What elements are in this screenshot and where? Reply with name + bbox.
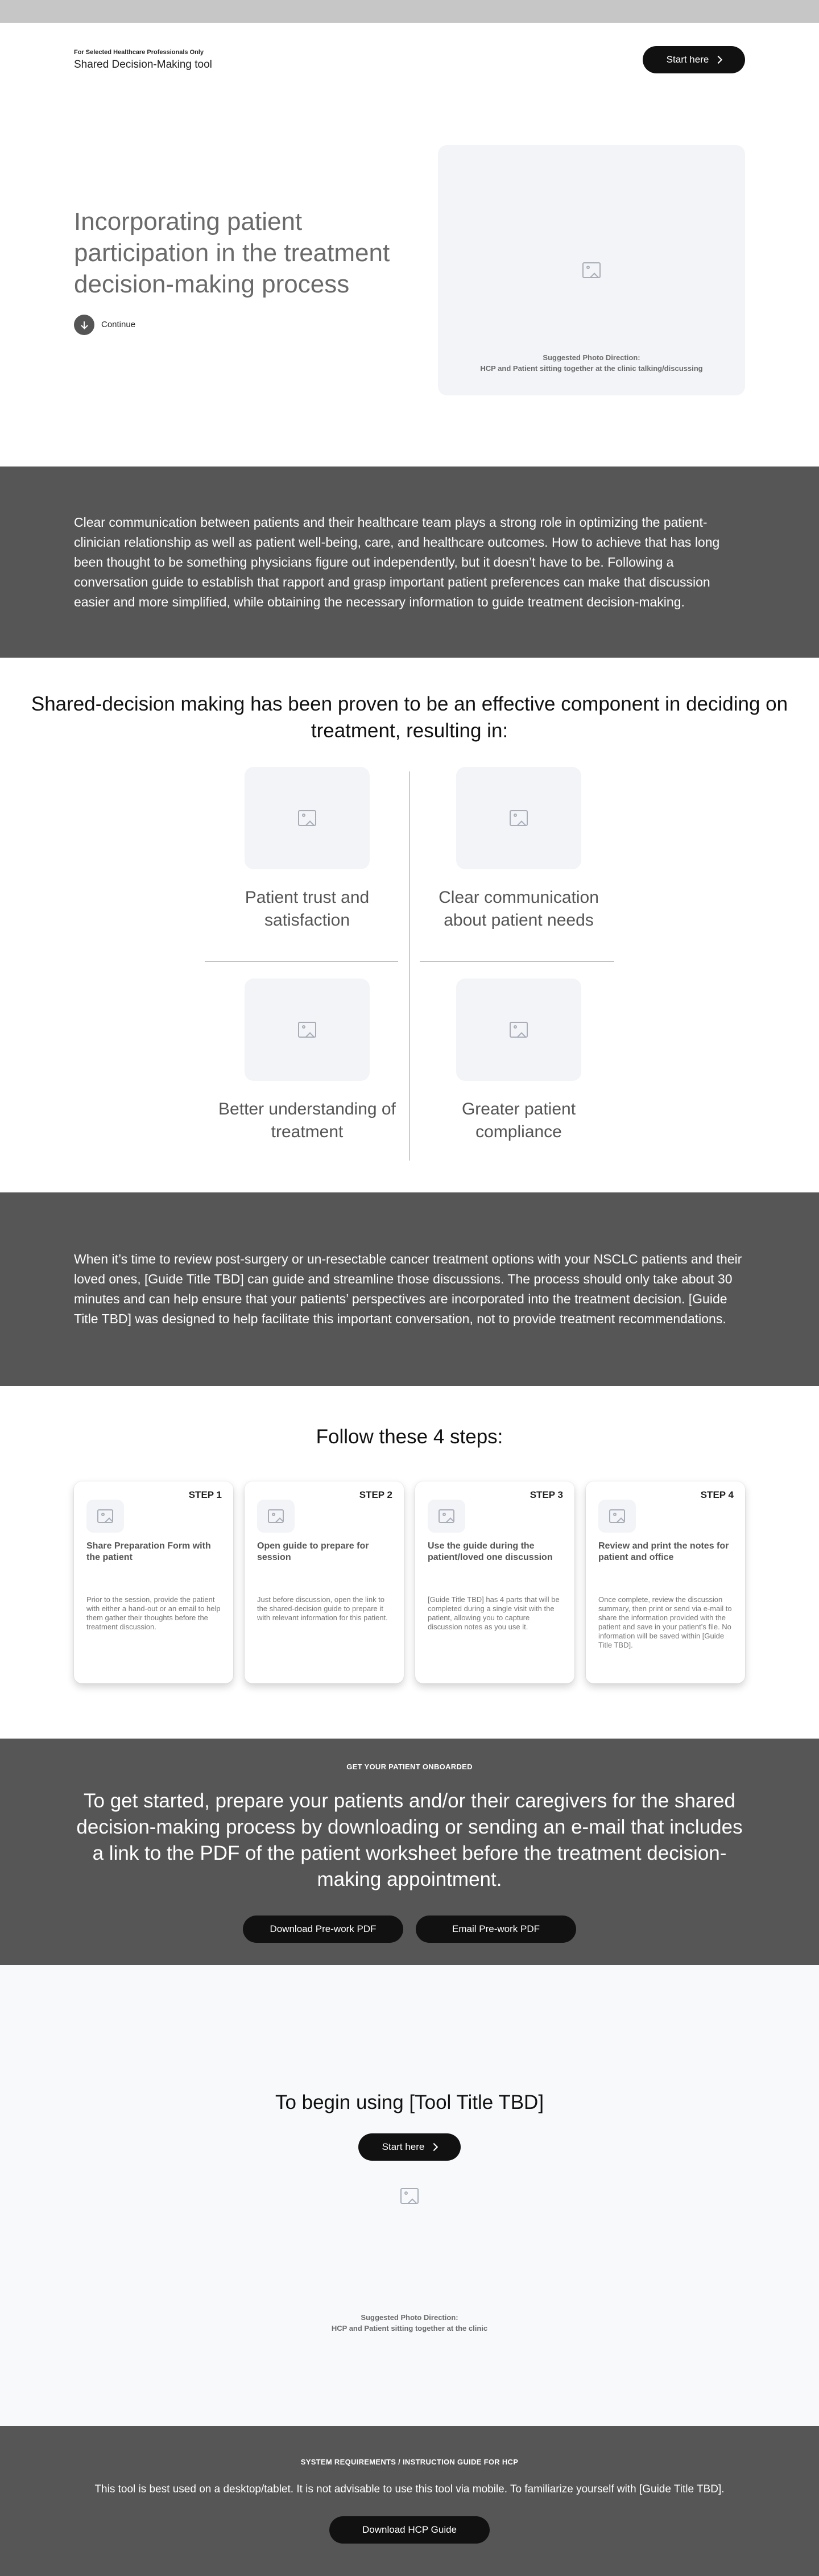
benefits-title: Shared-decision making has been proven to be an effective component in deciding on treatment, resulting in: bbox=[31, 693, 788, 742]
step-description: Once complete, review the discussion summary, then print or send via e-mail to share the information provided with the patient and save in your patient’s file. No information will be saved within [Guide Title TBD]. bbox=[598, 1595, 732, 1649]
divider-horizontal bbox=[420, 961, 614, 962]
photo-caption-title: Suggested Photo Direction: bbox=[543, 353, 640, 362]
image-icon bbox=[268, 1509, 284, 1523]
nsclc-section bbox=[0, 1192, 819, 1386]
step-image-placeholder bbox=[428, 1500, 465, 1533]
hero-text bbox=[74, 206, 415, 335]
benefits-section bbox=[0, 658, 819, 1192]
benefit-image-placeholder bbox=[456, 979, 581, 1081]
start-button-label: Start here bbox=[666, 54, 709, 65]
sysreq-text: This tool is best used on a desktop/tablet. It is not advisable to use this tool via mobile. To familiarize yourself with [Guide Title TBD]. bbox=[94, 2483, 725, 2495]
hero-title: Incorporating patient participation in the treatment decision-making process bbox=[74, 207, 390, 298]
begin-title: To begin using [Tool Title TBD] bbox=[275, 2091, 544, 2113]
step-number: STEP 2 bbox=[359, 1489, 392, 1500]
benefits-grid bbox=[205, 767, 614, 1176]
steps-title: Follow these 4 steps: bbox=[316, 1426, 503, 1448]
system-requirements-section bbox=[0, 2426, 819, 2576]
step-card bbox=[415, 1481, 574, 1683]
benefit-image-placeholder bbox=[456, 767, 581, 869]
onboard-text: To get started, prepare your patients and/or their caregivers for the shared decision-making process by downloading or sending an e-mail that includes a link to the PDF of the patient worksheet before the treatment decision-making appointment. bbox=[76, 1790, 743, 1890]
step-heading: Review and print the notes for patient and office bbox=[598, 1541, 729, 1562]
step-number: STEP 4 bbox=[700, 1489, 734, 1500]
photo-caption-text: HCP and Patient sitting together at the clinic talking/discussing bbox=[480, 364, 703, 373]
benefit-item bbox=[416, 979, 621, 1143]
steps-section bbox=[0, 1386, 819, 1739]
image-icon bbox=[582, 262, 601, 278]
benefit-image-placeholder bbox=[245, 979, 370, 1081]
step-description: Prior to the session, provide the patient with either a hand-out or an email to help them gather their thoughts before the treatment discussion. bbox=[86, 1595, 221, 1631]
benefit-label: Clear communication about patient needs bbox=[439, 888, 599, 930]
image-icon bbox=[97, 1509, 113, 1523]
image-icon bbox=[298, 1022, 316, 1038]
site-title: Shared Decision-Making tool bbox=[74, 58, 212, 71]
continue-label: Continue bbox=[101, 320, 136, 329]
onboard-section bbox=[0, 1739, 819, 1965]
image-icon bbox=[510, 810, 528, 826]
top-bar bbox=[0, 0, 819, 23]
intro-text: Clear communication between patients and their healthcare team plays a strong role in optimizing the patient-clinician relationship as well as patient well-being, care, and healthcare outcomes. How to achieve that has long been thought to be something physicians figure out independently, but it doesn’t have to be. Following a conversation guide to establish that rapport and grasp important patient preferences can make that discussion easier and more simplified, while obtaining the necessary information to guide treatment decision-making. bbox=[74, 514, 720, 609]
step-heading: Open guide to prepare for session bbox=[257, 1541, 369, 1562]
step-image-placeholder bbox=[86, 1500, 124, 1533]
email-prework-button[interactable]: Email Pre-work PDF bbox=[416, 1916, 576, 1943]
step-card bbox=[245, 1481, 404, 1683]
begin-section bbox=[0, 1965, 819, 2426]
header-start-button[interactable] bbox=[643, 46, 745, 73]
image-icon bbox=[439, 1509, 454, 1523]
download-hcp-guide-button[interactable]: Download HCP Guide bbox=[329, 2516, 490, 2544]
nsclc-text: When it’s time to review post-surgery or un-resectable cancer treatment options with your NSCLC patients and their loved ones, [Guide Title TBD] can guide and streamline those discussions. The process should only take about 30 minutes and can help ensure that your patients’ perspectives are incorporated into the treatment decision. [Guide Title TBD] was designed to help facilitate this important conversation, not to provide treatment recommendations. bbox=[74, 1252, 742, 1326]
sysreq-eyebrow: SYSTEM REQUIREMENTS / INSTRUCTION GUIDE FOR HCP bbox=[300, 2458, 519, 2466]
photo-caption bbox=[0, 2312, 819, 2334]
onboard-eyebrow: GET YOUR PATIENT ONBOARDED bbox=[346, 1762, 473, 1771]
chevron-right-icon bbox=[430, 2143, 438, 2151]
intro-section bbox=[0, 467, 819, 658]
benefit-label: Greater patient compliance bbox=[461, 1100, 576, 1141]
benefit-label: Patient trust and satisfaction bbox=[245, 888, 370, 930]
step-description: Just before discussion, open the link to the shared-decision guide to prepare it with relevant information for this patient. bbox=[257, 1595, 388, 1622]
steps-cards bbox=[0, 1481, 819, 1683]
hero-photo-placeholder bbox=[438, 145, 745, 395]
photo-caption-text: HCP and Patient sitting together at the clinic bbox=[331, 2324, 488, 2333]
image-icon bbox=[510, 1022, 528, 1038]
onboard-buttons bbox=[0, 1916, 819, 1943]
hero-section bbox=[0, 97, 819, 467]
photo-caption bbox=[438, 352, 745, 374]
photo-caption-title: Suggested Photo Direction: bbox=[361, 2313, 458, 2322]
continue-link[interactable] bbox=[74, 315, 415, 335]
step-heading: Share Preparation Form with the patient bbox=[86, 1541, 211, 1562]
begin-start-button[interactable] bbox=[358, 2133, 461, 2161]
step-image-placeholder bbox=[598, 1500, 636, 1533]
step-card bbox=[74, 1481, 233, 1683]
step-card bbox=[586, 1481, 745, 1683]
image-icon bbox=[298, 810, 316, 826]
divider-horizontal bbox=[205, 961, 398, 962]
step-number: STEP 3 bbox=[530, 1489, 563, 1500]
benefit-item bbox=[205, 979, 410, 1143]
step-heading: Use the guide during the patient/loved one discussion bbox=[428, 1541, 553, 1562]
start-button-label: Start here bbox=[382, 2141, 425, 2152]
image-icon bbox=[609, 1509, 625, 1523]
benefit-image-placeholder bbox=[245, 767, 370, 869]
download-prework-button[interactable]: Download Pre-work PDF bbox=[243, 1916, 403, 1943]
benefit-label: Better understanding of treatment bbox=[218, 1100, 396, 1141]
image-icon bbox=[400, 2188, 419, 2204]
site-header bbox=[0, 23, 819, 97]
benefit-item bbox=[205, 767, 410, 932]
step-image-placeholder bbox=[257, 1500, 295, 1533]
step-description: [Guide Title TBD] has 4 parts that will be completed during a single visit with the patient, allowing you to capture discussion notes as you use it. bbox=[428, 1595, 560, 1631]
step-number: STEP 1 bbox=[188, 1489, 222, 1500]
chevron-right-icon bbox=[714, 56, 722, 64]
audience-note: For Selected Healthcare Professionals Only bbox=[74, 48, 204, 56]
benefit-item bbox=[416, 767, 621, 932]
arrow-down-icon bbox=[74, 315, 94, 335]
brand bbox=[74, 49, 212, 71]
